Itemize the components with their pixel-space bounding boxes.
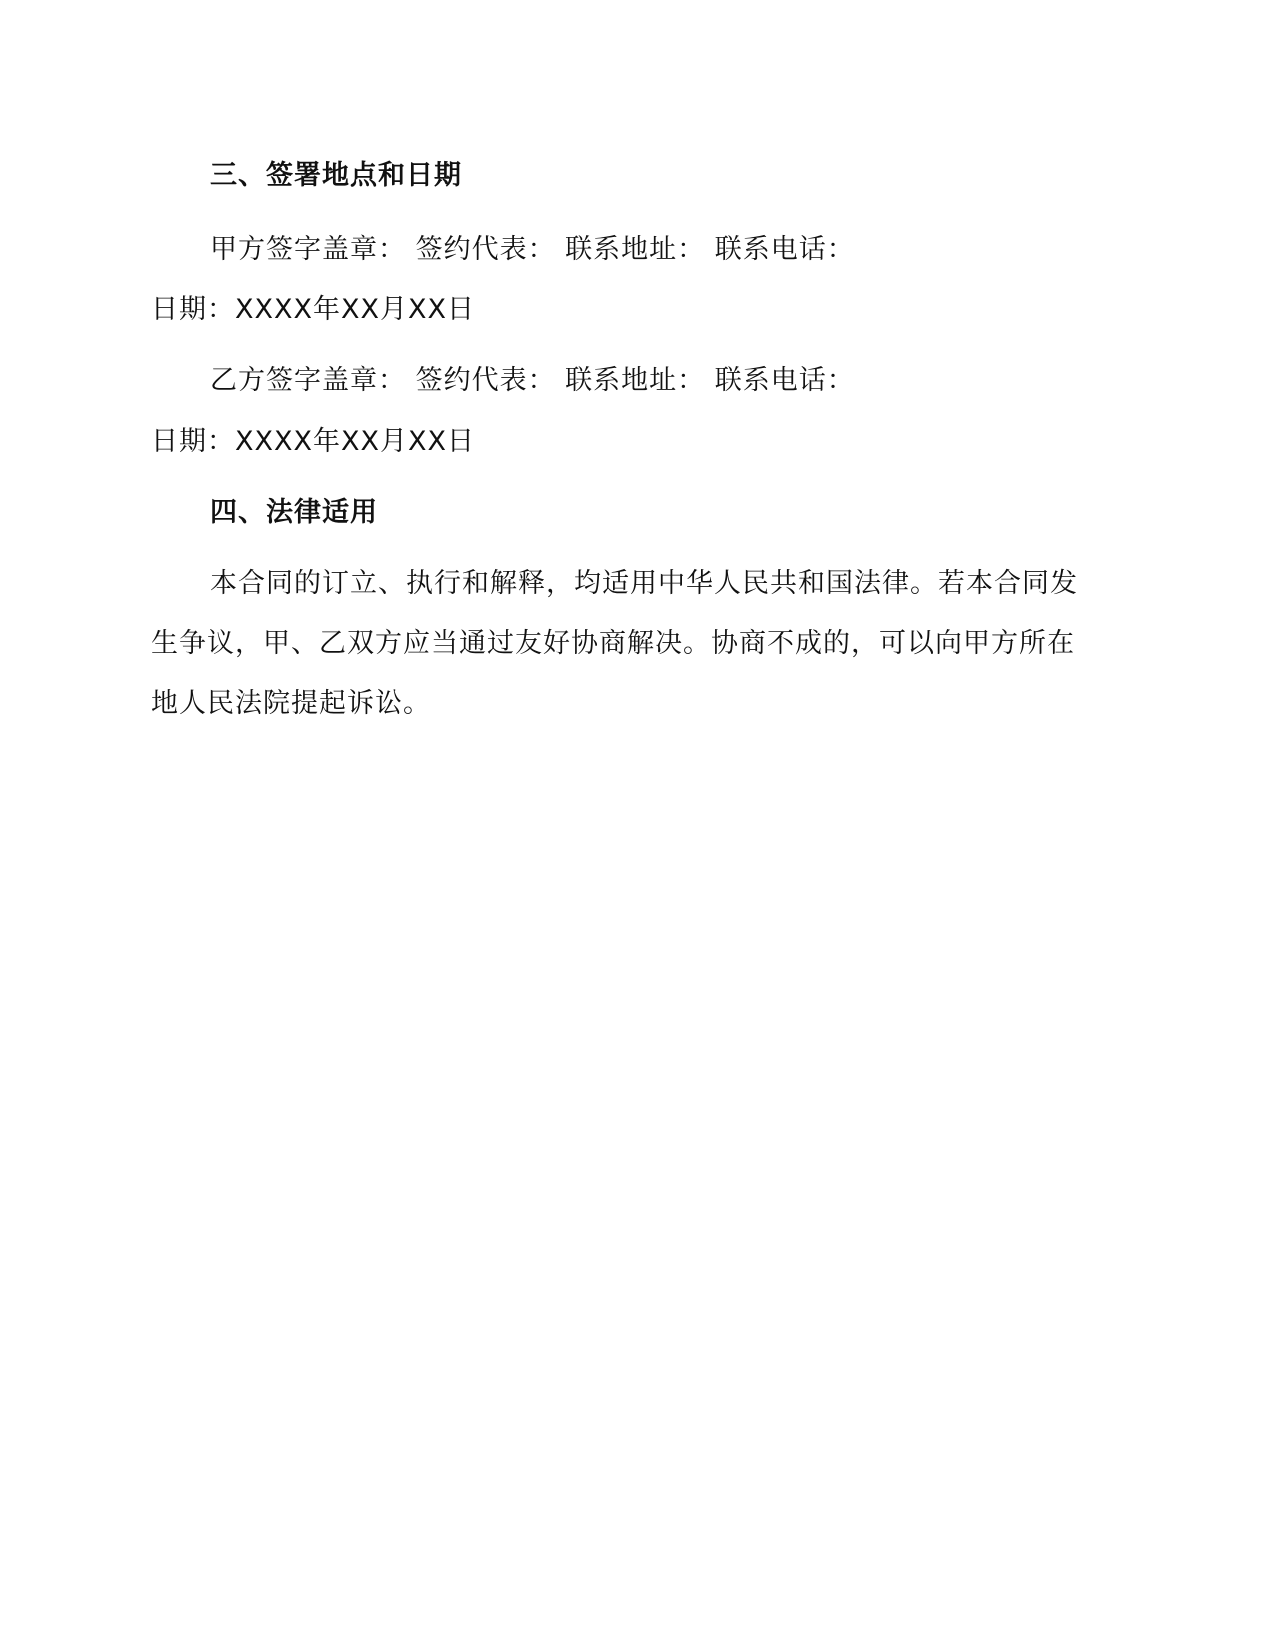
party-b-date-line: 日期：XXXX年XX月XX日 — [151, 426, 475, 457]
party-b-signature-line: 乙方签字盖章： 签约代表： 联系地址： 联系电话： — [210, 365, 855, 396]
governing-law-paragraph-line: 生争议，甲、乙双方应当通过友好协商解决。协商不成的，可以向甲方所在 — [151, 628, 1075, 659]
governing-law-paragraph-line: 本合同的订立、执行和解释，均适用中华人民共和国法律。若本合同发 — [210, 568, 1078, 599]
governing-law-paragraph-line: 地人民法院提起诉讼。 — [151, 688, 431, 719]
party-a-signature-line: 甲方签字盖章： 签约代表： 联系地址： 联系电话： — [210, 234, 855, 265]
section-heading-signing: 三、签署地点和日期 — [210, 160, 462, 191]
party-a-date-line: 日期：XXXX年XX月XX日 — [151, 294, 475, 325]
section-heading-governing-law: 四、法律适用 — [210, 497, 378, 528]
